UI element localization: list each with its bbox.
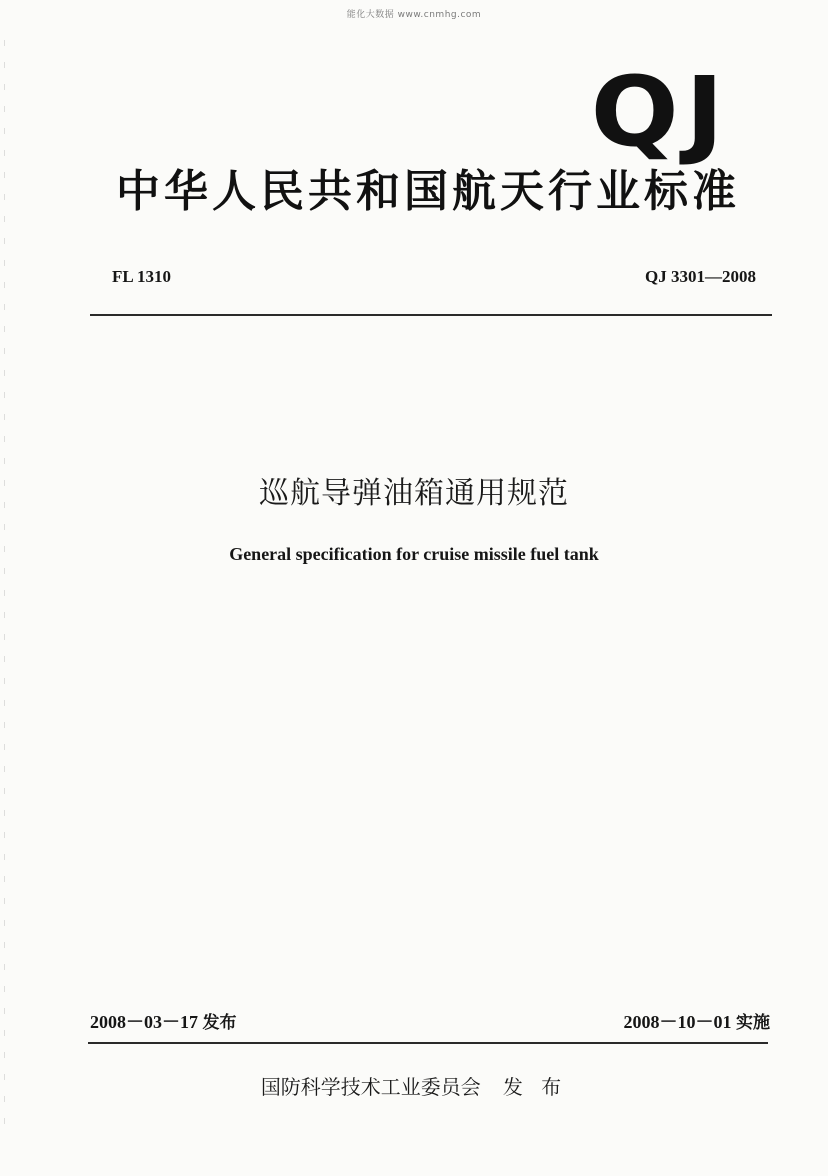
watermark: 能化大数据 www.cnmhg.com — [346, 10, 482, 20]
publisher-label: 发 布 — [502, 1075, 568, 1099]
qj-logo: QJ — [590, 56, 730, 168]
document-title-cn: 巡航导弹油箱通用规范 — [259, 476, 569, 511]
implement-date-line — [624, 1010, 771, 1035]
bottom-divider — [88, 1042, 768, 1044]
publisher-line — [0, 1072, 828, 1102]
standard-title: 中华人民共和国航天行业标准 — [116, 166, 740, 217]
scan-edge — [4, 40, 5, 1140]
issue-date-line — [90, 1010, 237, 1035]
publisher-name: 国防科学技术工业委员会 — [260, 1075, 481, 1099]
top-divider — [90, 314, 772, 316]
document-title-en: General specification for cruise missile fuel tank — [229, 544, 599, 564]
implement-date: 2008－10－01 — [623, 1012, 732, 1032]
issue-date: 2008－03－17 — [90, 1012, 198, 1032]
standard-number: QJ 3301—2008 — [645, 267, 756, 286]
implement-label: 实施 — [736, 1013, 770, 1033]
issue-label: 发布 — [202, 1013, 237, 1033]
classification-code: FL 1310 — [112, 267, 172, 286]
